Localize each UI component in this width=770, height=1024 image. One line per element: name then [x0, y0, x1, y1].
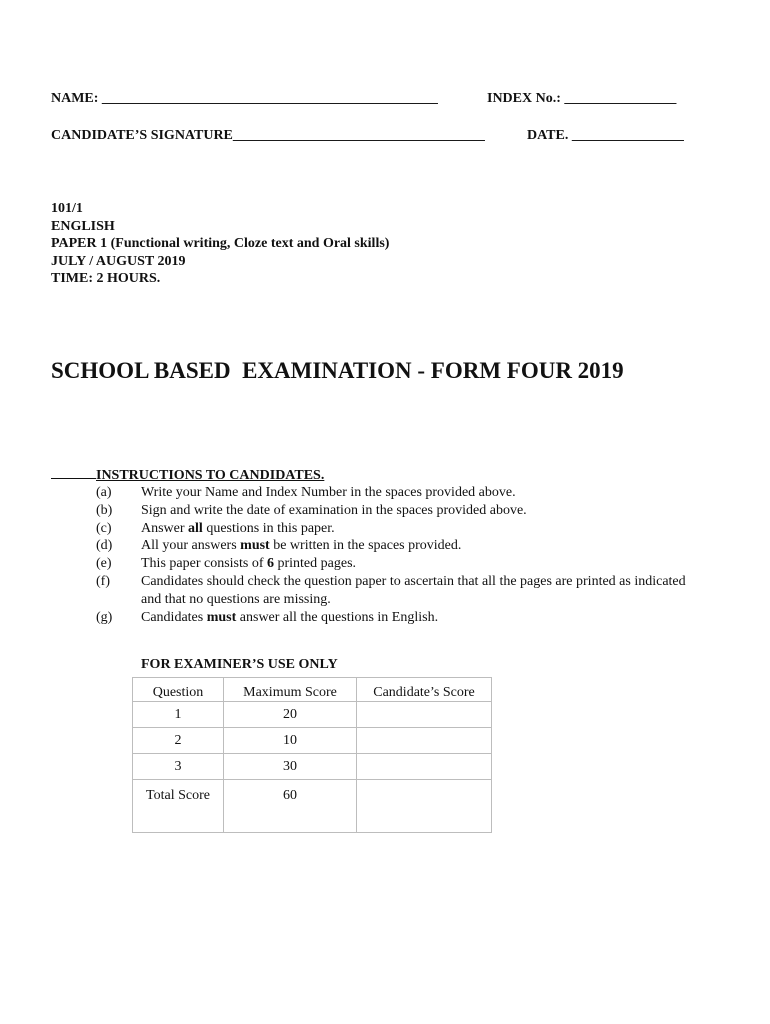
signature-label: CANDIDATE’S SIGNATURE____________________________________: [51, 128, 485, 143]
instruction-item: [96, 573, 696, 609]
score-table: [132, 677, 492, 833]
instruction-text: Sign and write the date of examination in the spaces provided above.: [141, 502, 527, 518]
paper-info: [51, 200, 389, 288]
max-score-cell: 60: [224, 780, 357, 833]
instruction-emphasis: 6: [266, 556, 274, 572]
instruction-label: (e): [96, 556, 112, 572]
instruction-item: [96, 555, 696, 573]
name-label: NAME: ________________________________________________: [51, 91, 438, 106]
max-score-cell: 20: [224, 702, 357, 728]
instruction-item: [96, 502, 696, 520]
question-cell: Total Score: [133, 780, 224, 833]
instruction-item: [96, 537, 696, 555]
instruction-text: Candidates must answer all the questions in English.: [141, 609, 439, 625]
table-header-row: [133, 678, 492, 702]
paper-title: PAPER 1 (Functional writing, Cloze text and Oral skills): [51, 236, 390, 251]
instruction-emphasis: all: [188, 520, 203, 536]
instruction-item: [96, 484, 696, 502]
instruction-emphasis: must: [206, 609, 237, 625]
date-field: [527, 128, 684, 144]
instructions-heading: [51, 466, 324, 484]
paper-code: 101/1: [51, 201, 83, 216]
paper-subject: ENGLISH: [51, 218, 115, 234]
candidate-score-cell[interactable]: [357, 780, 492, 833]
column-header-candidate-score: Candidate’s Score: [357, 678, 492, 702]
index-label: INDEX No.: ________________: [487, 91, 677, 106]
max-score-cell: 10: [224, 728, 357, 754]
candidate-score-cell[interactable]: [357, 754, 492, 780]
index-field: [487, 91, 676, 107]
instruction-text: Candidates should check the question paper to ascertain that all the pages are printed as indicated and that no questions are missing.: [141, 573, 686, 607]
column-header-max-score: Maximum Score: [224, 678, 357, 702]
instruction-text: This paper consists of 6 printed pages.: [141, 556, 357, 572]
instruction-label: (g): [96, 609, 113, 625]
instruction-label: (f): [96, 573, 110, 589]
instruction-text: All your answers must be written in the spaces provided.: [141, 538, 462, 554]
instruction-emphasis: must: [240, 538, 270, 554]
instructions-heading-text: INSTRUCTIONS TO CANDIDATES.: [96, 468, 325, 483]
table-row: [133, 702, 492, 728]
paper-session: JULY / AUGUST 2019: [51, 253, 186, 269]
instruction-text: Answer all questions in this paper.: [141, 520, 335, 536]
candidate-score-cell[interactable]: [357, 728, 492, 754]
exam-title: SCHOOL BASED EXAMINATION - FORM FOUR 2019: [51, 358, 624, 383]
instructions-list: [96, 484, 696, 626]
instruction-label: (d): [96, 538, 113, 554]
name-field: [51, 91, 438, 107]
max-score-cell: 30: [224, 754, 357, 780]
examiner-heading: FOR EXAMINER’S USE ONLY: [141, 657, 338, 672]
instruction-item: [96, 520, 696, 538]
table-row: [133, 728, 492, 754]
column-header-question: Question: [133, 678, 224, 702]
paper-time: TIME: 2 HOURS.: [51, 271, 161, 286]
instruction-text: Write your Name and Index Number in the spaces provided above.: [141, 485, 516, 500]
question-cell: 3: [133, 754, 224, 780]
date-label: DATE. ________________: [527, 128, 684, 143]
question-cell: 1: [133, 702, 224, 728]
question-cell: 2: [133, 728, 224, 754]
instruction-item: [96, 609, 696, 627]
instruction-label: (c): [96, 520, 112, 536]
candidate-score-cell[interactable]: [357, 702, 492, 728]
table-row-total: [133, 780, 492, 833]
signature-field: [51, 128, 485, 144]
instruction-label: (b): [96, 502, 113, 518]
instruction-label: (a): [96, 485, 112, 500]
table-row: [133, 754, 492, 780]
